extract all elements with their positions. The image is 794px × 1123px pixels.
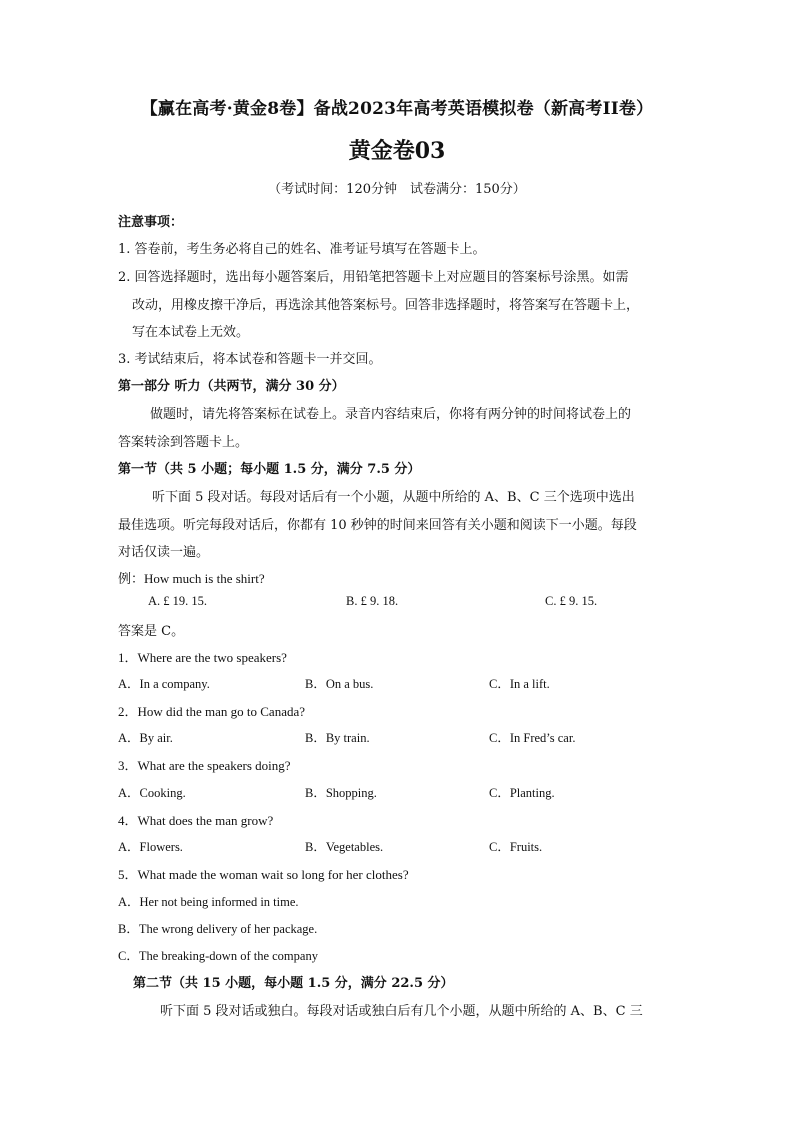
part1-intro-line: 答案转涂到答题卡上。 <box>118 435 249 450</box>
q3-option-b: B．Shopping. <box>305 786 377 800</box>
question-1: 1．Where are the two speakers? <box>118 650 287 665</box>
q1-option-a: A．In a company. <box>118 677 210 691</box>
q4-option-c: C．Fruits. <box>489 840 543 854</box>
q2-option-a: A．By air. <box>118 731 173 745</box>
q1-option-c: C．In a lift. <box>489 677 550 691</box>
section1-intro-line: 听下面 5 段对话。每段对话后有一个小题，从题中所给的 A、B、C 三个选项中选出 <box>152 490 635 505</box>
section2-intro-line: 听下面 5 段对话或独白。每段对话或独白后有几个小题，从题中所给的 A、B、C 三 <box>160 1004 643 1019</box>
q5-option-b: B．The wrong delivery of her package. <box>118 922 318 936</box>
section2-heading: 第二节（共 15 小题，每小题 1.5 分，满分 22.5 分） <box>133 976 454 991</box>
question-3: 3．What are the speakers doing? <box>118 758 291 773</box>
example-question: 例：How much is the shirt? <box>118 571 265 586</box>
question-4: 4．What does the man grow? <box>118 813 274 828</box>
example-answer: 答案是 C。 <box>118 624 185 639</box>
q4-option-b: B．Vegetables. <box>305 840 384 854</box>
q4-option-a: A．Flowers. <box>118 840 183 854</box>
question-2: 2．How did the man go to Canada? <box>118 704 306 719</box>
notes-item: 写在本试卷上无效。 <box>132 325 250 340</box>
section1-intro-line: 对话仅读一遍。 <box>118 545 210 560</box>
q3-option-c: C．Planting. <box>489 786 555 800</box>
exam-subtitle: 黄金卷03 <box>348 138 446 164</box>
exam-title: 【赢在高考·黄金8卷】备战2023年高考英语模拟卷（新高考II卷） <box>140 99 654 119</box>
notes-item: 改动，用橡皮擦干净后，再选涂其他答案标号。回答非选择题时，将答案写在答题卡上， <box>132 298 640 313</box>
example-option-a: A. £ 19. 15. <box>148 594 208 608</box>
notes-heading: 注意事项： <box>118 215 184 230</box>
q5-option-c: C．The breaking-down of the company <box>118 949 318 963</box>
section1-intro-line: 最佳选项。听完每段对话后，你都有 10 秒钟的时间来回答有关小题和阅读下一小题。每段 <box>118 518 637 533</box>
q3-option-a: A．Cooking. <box>118 786 186 800</box>
notes-item: 2. 回答选择题时，选出每小题答案后，用铅笔把答题卡上对应题目的答案标号涂黑。如需 <box>118 270 629 285</box>
part1-intro-line: 做题时，请先将答案标在试卷上。录音内容结束后，你将有两分钟的时间将试卷上的 <box>150 407 632 422</box>
example-option-c: C. £ 9. 15. <box>545 594 598 608</box>
question-5: 5．What made the woman wait so long for her clothes? <box>118 867 409 882</box>
q5-option-a: A．Her not being informed in time. <box>118 895 299 909</box>
q1-option-b: B．On a bus. <box>305 677 374 691</box>
notes-item: 1. 答卷前，考生务必将自己的姓名、准考证号填写在答题卡上。 <box>118 242 486 257</box>
q2-option-b: B．By train. <box>305 731 370 745</box>
exam-time-info: （考试时间：120分钟 试卷满分：150分） <box>268 182 526 197</box>
section1-heading: 第一节（共 5 小题；每小题 1.5 分，满分 7.5 分） <box>118 462 421 477</box>
notes-item: 3. 考试结束后，将本试卷和答题卡一并交回。 <box>118 352 382 367</box>
q2-option-c: C．In Fred’s car. <box>489 731 576 745</box>
part1-heading: 第一部分 听力（共两节，满分 30 分） <box>118 379 345 394</box>
example-option-b: B. £ 9. 18. <box>346 594 399 608</box>
